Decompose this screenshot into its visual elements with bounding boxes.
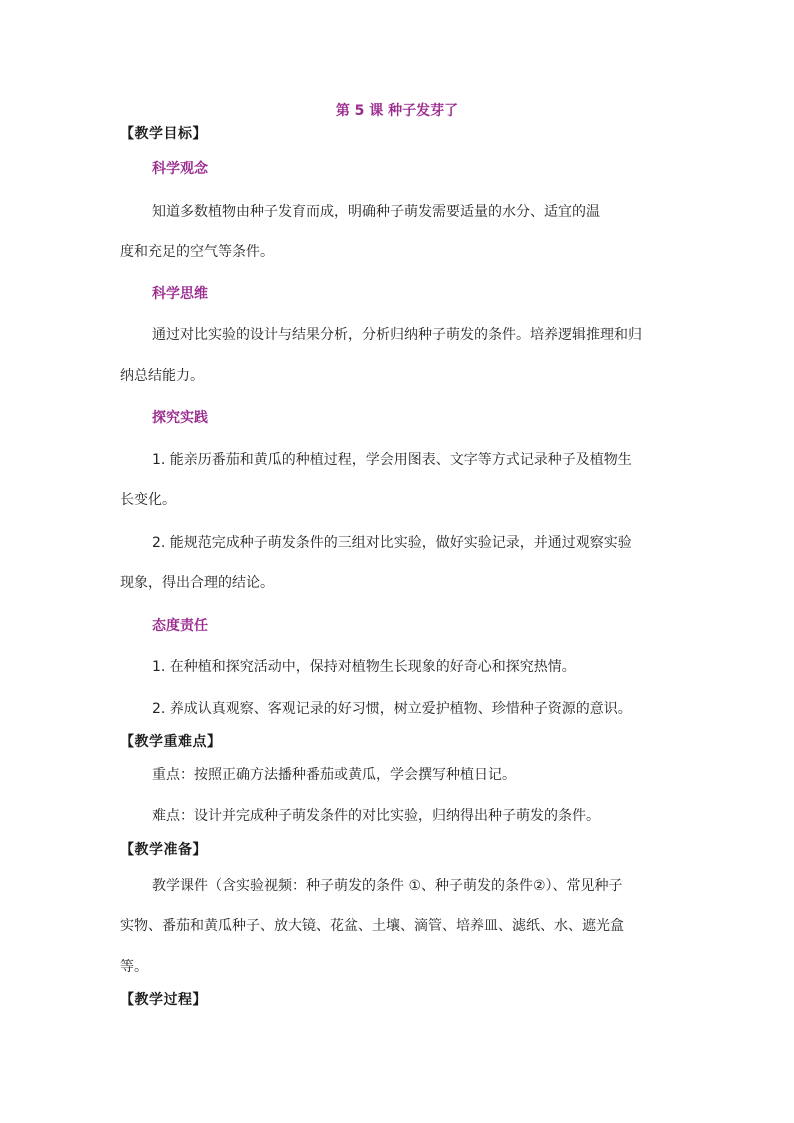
- inquiry-practice-heading: 探究实践: [152, 410, 208, 426]
- key-point-text: 重点：按照正确方法播种番茄或黄瓜，学会撰写种植日记。: [152, 767, 516, 783]
- inquiry-practice-item2-line1: 2. 能规范完成种子萌发条件的三组对比实验，做好实验记录，并通过观察实验: [152, 535, 632, 551]
- preparation-line2: 实物、番茄和黄瓜种子、放大镜、花盆、土壤、滴管、培养皿、滤纸、水、遮光盒: [120, 918, 624, 934]
- inquiry-practice-item1-line1: 1. 能亲历番茄和黄瓜的种植过程，学会用图表、文字等方式记录种子及植物生: [152, 452, 632, 468]
- lesson-title: 第 5 课 种子发芽了: [335, 103, 459, 119]
- difficult-point-text: 难点：设计并完成种子萌发条件的对比实验，归纳得出种子萌发的条件。: [152, 808, 600, 824]
- attitude-item2: 2. 养成认真观察、客观记录的好习惯，树立爱护植物、珍惜种子资源的意识。: [152, 701, 632, 717]
- science-thinking-line1: 通过对比实验的设计与结果分析，分析归纳种子萌发的条件。培养逻辑推理和归: [152, 327, 642, 343]
- science-concept-line1: 知道多数植物由种子发育而成，明确种子萌发需要适量的水分、适宜的温: [152, 204, 600, 220]
- attitude-item1: 1. 在种植和探究活动中，保持对植物生长现象的好奇心和探究热情。: [152, 659, 576, 675]
- teaching-process-heading: 【教学过程】: [120, 992, 207, 1008]
- preparation-line1: 教学课件（含实验视频：种子萌发的条件 ①、种子萌发的条件②）、常见种子: [152, 878, 623, 894]
- science-thinking-heading: 科学思维: [152, 286, 208, 302]
- inquiry-practice-item2-line2: 现象，得出合理的结论。: [120, 575, 274, 591]
- preparation-heading: 【教学准备】: [120, 842, 207, 858]
- attitude-heading: 态度责任: [152, 618, 208, 634]
- preparation-line3: 等。: [120, 959, 148, 975]
- science-concept-line2: 度和充足的空气等条件。: [120, 244, 274, 260]
- science-concept-heading: 科学观念: [152, 161, 208, 177]
- key-points-heading: 【教学重难点】: [120, 734, 222, 750]
- science-thinking-line2: 纳总结能力。: [120, 368, 204, 384]
- teaching-goals-heading: 【教学目标】: [120, 126, 207, 142]
- inquiry-practice-item1-line2: 长变化。: [120, 492, 176, 508]
